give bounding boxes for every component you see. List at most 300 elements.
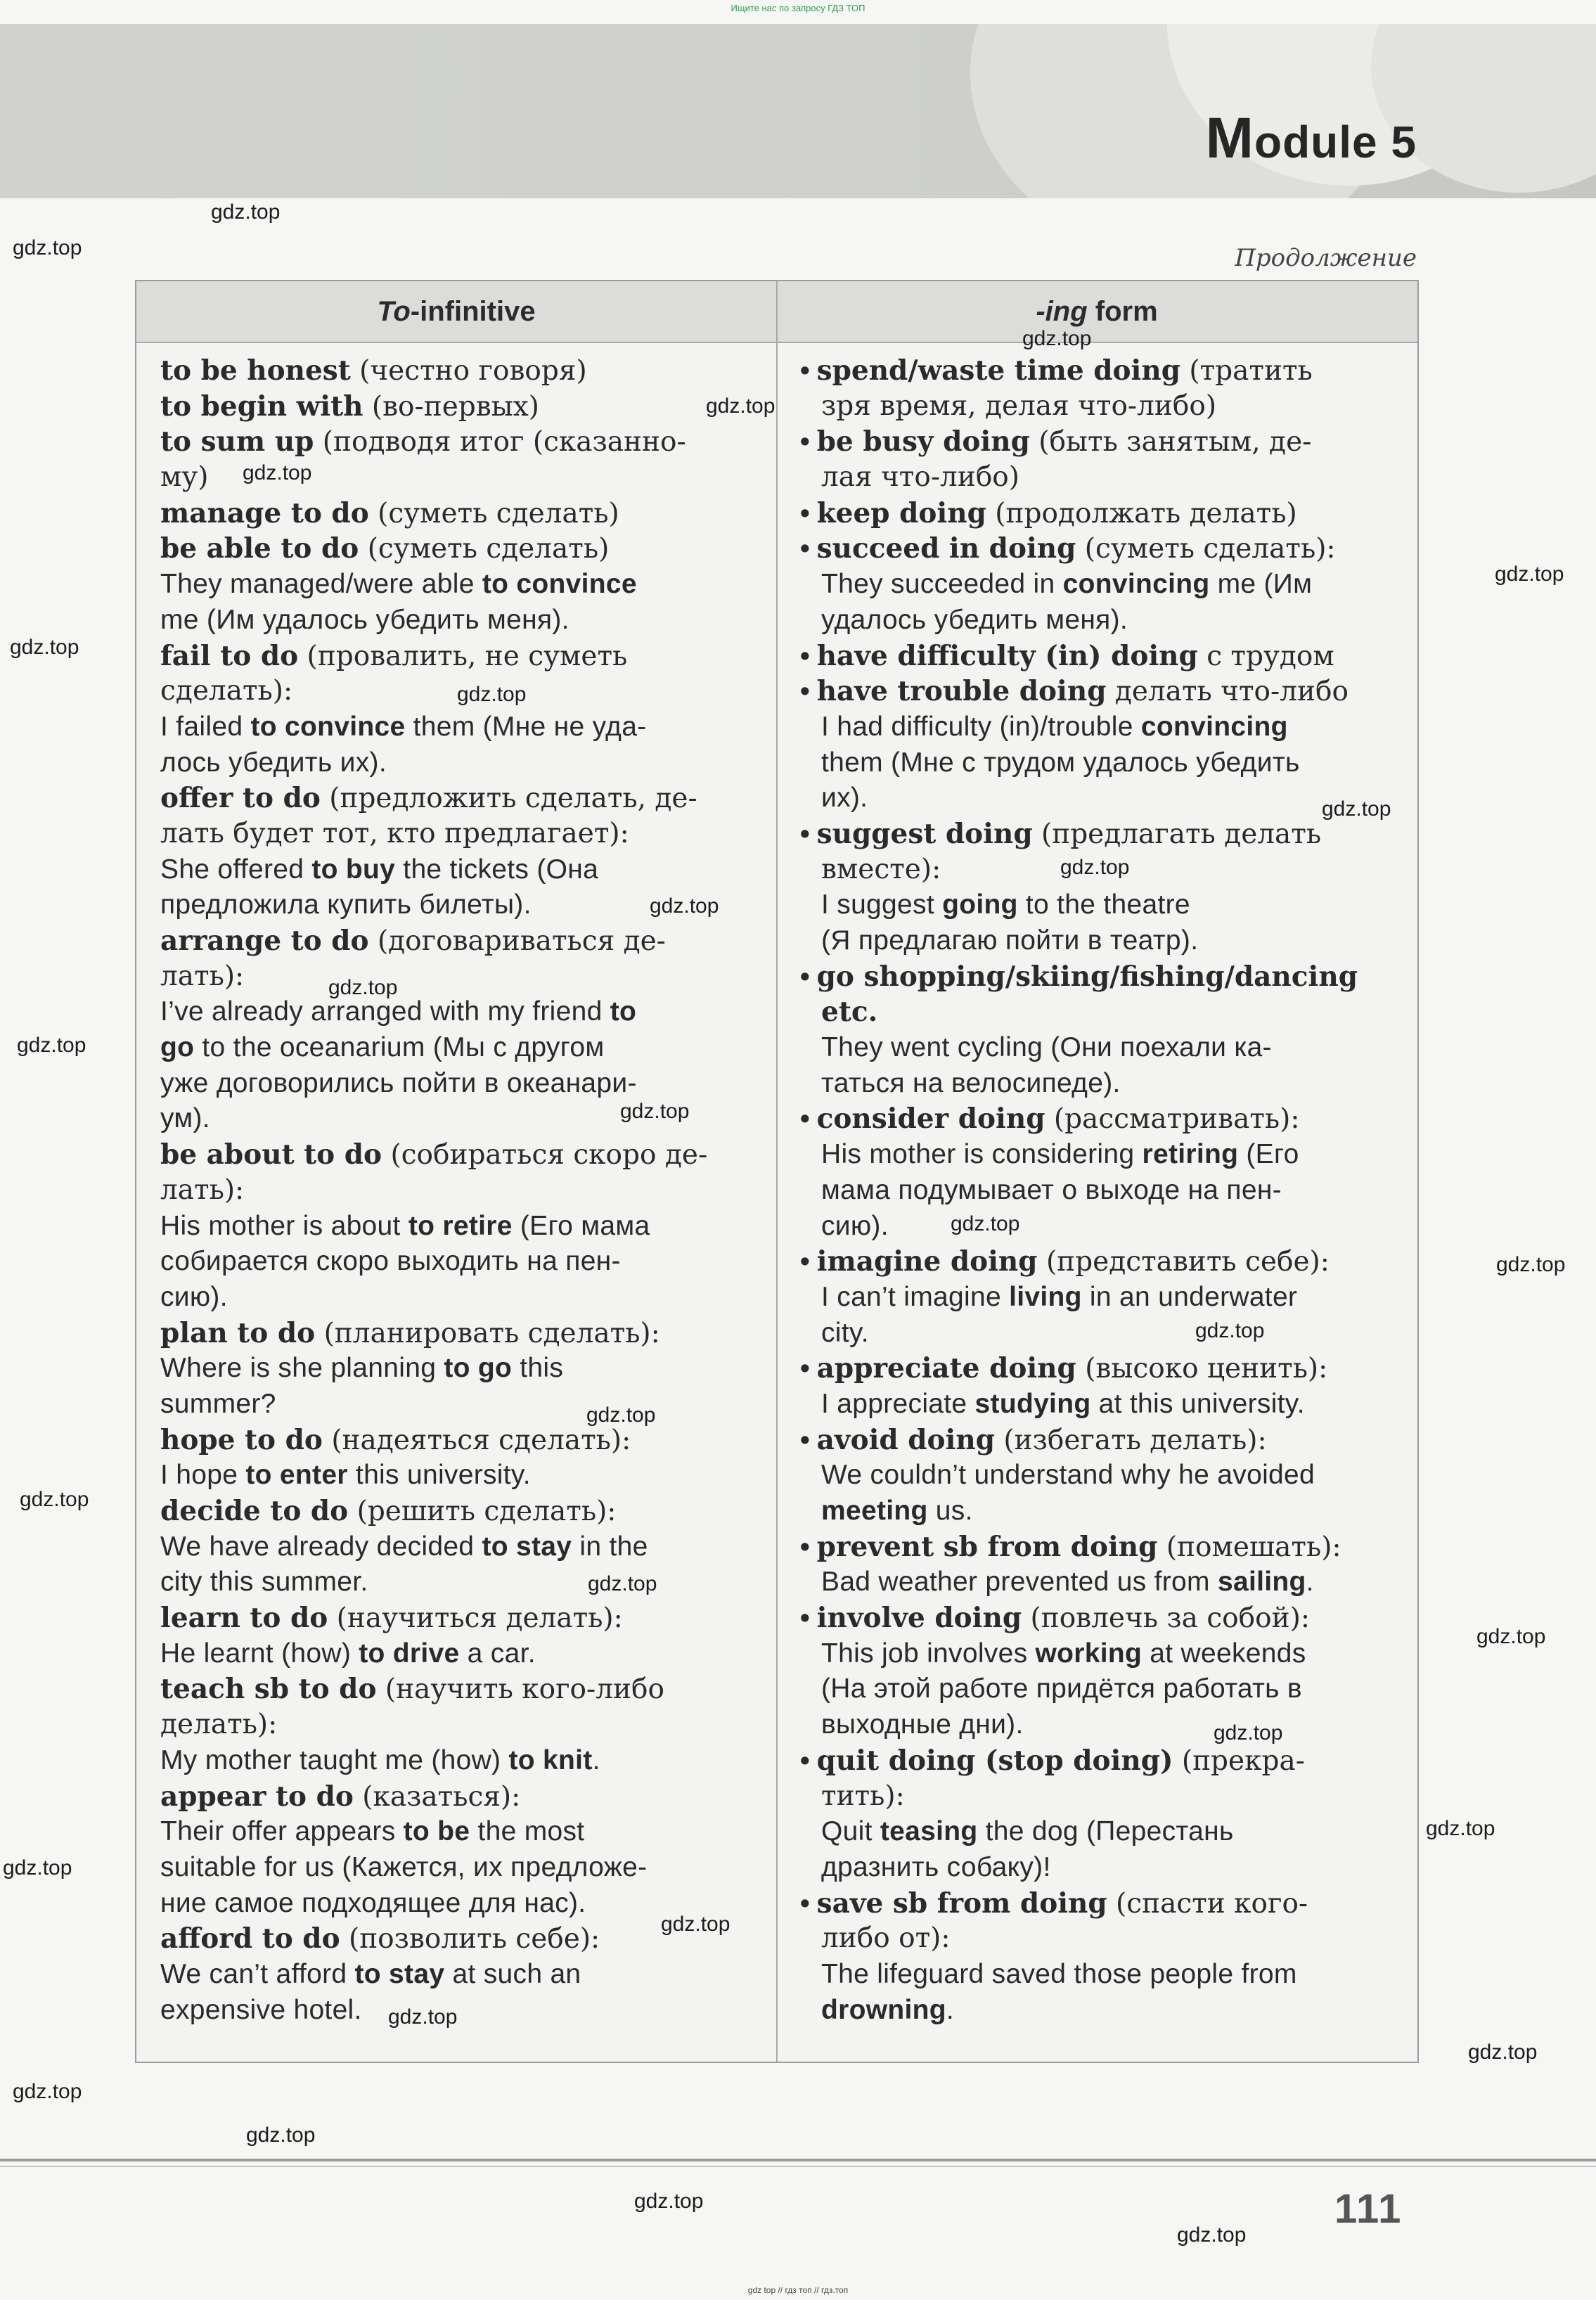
table-line [800,531,1412,567]
line-text: уже договорились пойти в океанари- [160,1067,637,1098]
table-line [800,780,1412,816]
line-text: in the [572,1531,648,1562]
line-text: сию). [160,1281,228,1312]
line-text: at such an [444,1958,581,1989]
bullet-icon: • [800,1425,810,1456]
line-text: (Его мама [512,1210,650,1241]
highlighted-phrase: spend/waste time doing [816,354,1180,387]
table-line [160,1066,765,1102]
table-line [800,745,1412,781]
line-text: (тратить [1180,355,1313,387]
table-line [800,1671,1412,1707]
line-text: city. [821,1317,869,1348]
line-text: (научиться делать): [328,1602,623,1635]
highlighted-phrase: to enter [245,1460,348,1491]
line-text: удалось убедить меня). [821,604,1128,635]
line-text: the dog (Перестань [977,1816,1234,1847]
watermark-text: gdz.top [634,2190,704,2213]
line-text: The lifeguard saved those people from [821,1958,1297,1989]
line-text: I’ve already arranged with my friend [160,996,610,1027]
table-line [160,1493,765,1529]
line-text: They managed/were able [160,569,482,600]
table-line [800,1743,1412,1779]
bullet-icon: • [800,1354,810,1385]
line-text: лать будет тот, кто предлагает): [160,817,629,849]
watermark-text: gdz.top [1476,1625,1546,1648]
highlighted-phrase: quit doing (stop doing) [816,1744,1173,1777]
table-line [160,1779,765,1815]
line-text: We have already decided [160,1531,482,1562]
watermark-text: gdz.top [1214,1721,1283,1745]
highlighted-phrase: living [1009,1281,1082,1312]
line-text: I failed [160,711,251,742]
bullet-icon: • [800,1603,810,1634]
table-line [800,1030,1412,1066]
line-text: сделать): [160,675,293,707]
table-line [800,1779,1412,1815]
highlighted-phrase: drowning [821,1994,946,2025]
watermark-text: gdz.top [20,1488,89,1511]
table-line [800,496,1412,532]
line-text: summer? [160,1388,276,1419]
line-text: делать): [160,1709,278,1741]
table-line [800,389,1412,425]
line-text: them (Мне не уда- [405,711,647,742]
line-text: (суметь сделать) [359,533,610,565]
highlighted-phrase: avoid doing [816,1423,995,1456]
table-line [800,887,1412,923]
table-line [160,1458,765,1493]
line-text: выходные дни). [821,1709,1024,1740]
watermark-text: gdz.top [3,1856,72,1880]
highlighted-phrase: decide to do [160,1495,349,1527]
table-line [160,1600,765,1636]
table-line [160,1137,765,1173]
bullet-icon: • [800,961,810,992]
table-line [160,1957,765,1993]
watermark-text: gdz.top [1022,327,1092,350]
table-line [160,1173,765,1209]
table-line [800,1707,1412,1743]
highlighted-phrase: hope to do [160,1423,323,1456]
line-text: либо от): [821,1922,951,1955]
highlighted-phrase: imagine doing [816,1245,1038,1278]
line-text: ум). [160,1103,210,1134]
highlighted-phrase: studying [974,1388,1091,1419]
table-line [800,1101,1412,1137]
watermark-text: gdz.top [243,461,312,484]
table-line [160,1387,765,1422]
highlighted-phrase: to retire [408,1210,513,1241]
watermark-text: gdz.top [650,894,719,918]
line-text: (избегать делать): [995,1424,1267,1456]
highlighted-phrase: be busy doing [816,425,1030,458]
line-text: city this summer. [160,1567,368,1598]
line-text: the most [470,1816,585,1847]
bottom-note: gdz top // гдз топ // гдз.топ [747,2285,849,2295]
table-line [160,1030,765,1066]
watermark-text: gdz.top [1495,563,1564,586]
line-text: at weekends [1142,1638,1306,1669]
line-text: му) [160,461,209,494]
line-text: (надеяться сделать): [322,1424,631,1456]
table-line [800,959,1412,995]
highlighted-phrase: to knit [508,1745,593,1775]
line-text: (рассматривать): [1045,1103,1300,1136]
table-line [800,1422,1412,1458]
highlighted-phrase: fail to do [160,639,299,672]
line-text: собирается скоро выходить на пен- [160,1246,621,1277]
line-text: They went cycling (Они поехали ка- [821,1032,1272,1063]
bullet-icon: • [800,1745,810,1776]
table-line [160,1565,765,1600]
line-text: . [946,1994,955,2025]
bullet-icon: • [800,641,810,672]
watermark-text: gdz.top [211,200,281,224]
line-text: зря время, делая что-либо) [821,390,1217,422]
line-text: дразнить собаку)! [821,1851,1051,1882]
bullet-icon: • [800,1104,810,1135]
watermark-text: gdz.top [1177,2223,1247,2247]
highlighted-phrase: afford to do [160,1922,340,1955]
table-line [160,1351,765,1387]
line-text: We can’t afford [160,1958,355,1989]
watermark-text: gdz.top [246,2124,316,2147]
line-text: (Я предлагаю пойти в театр). [821,925,1199,956]
line-text: in an underwater [1081,1281,1298,1312]
table-line [800,1886,1412,1922]
page-number: 111 [1334,2186,1403,2232]
line-text: (Его [1238,1139,1299,1170]
module-title [1206,105,1417,172]
highlighted-phrase: to be [403,1816,470,1847]
highlighted-phrase: appear to do [160,1780,354,1813]
header-ing-form-italic: -ing [1036,296,1088,327]
bullet-icon: • [800,356,810,386]
line-text: We couldn’t understand why he avoided [821,1460,1315,1491]
header-ing-form-rest: form [1087,296,1158,327]
table-line [800,353,1412,389]
highlighted-phrase: have difficulty (in) doing [816,639,1198,672]
line-text: Where is she planning [160,1353,444,1384]
line-text: (повлечь за собой): [1022,1602,1310,1635]
line-text: (подводя итог (сказанно- [314,426,686,458]
module-title-rest: odule 5 [1254,117,1417,167]
line-text: сию). [821,1210,889,1241]
table-line [160,1316,765,1351]
highlighted-phrase: etc. [821,996,878,1029]
table-line [800,424,1412,460]
table-line [800,1244,1412,1280]
table-line [800,1957,1412,1993]
line-text: I can’t imagine [821,1281,1010,1312]
table-line [800,1529,1412,1565]
table-line [160,1671,765,1707]
continuation-label: Продолжение [1235,244,1417,272]
line-text: (суметь сделать) [368,497,619,529]
watermark-text: gdz.top [1060,856,1130,879]
line-text: to the theatre [1017,889,1190,920]
bullet-icon: • [800,427,810,458]
table-line [160,780,765,816]
watermark-text: gdz.top [1426,1817,1495,1840]
highlighted-phrase: suggest doing [816,817,1033,850]
highlighted-phrase: to begin with [160,390,363,423]
table-line [800,709,1412,745]
table-line [800,1921,1412,1957]
table-line [160,389,765,425]
table-line [800,994,1412,1030]
bullet-icon: • [800,676,810,707]
line-text: (договариваться де- [368,925,666,957]
line-text: I hope [160,1460,246,1491]
highlighted-phrase: arrange to do [160,925,369,957]
highlighted-phrase: go [160,1032,195,1063]
highlighted-phrase: appreciate doing [816,1352,1076,1385]
line-text: He learnt (how) [160,1638,359,1669]
highlighted-phrase: to stay [482,1531,572,1562]
table-line [800,603,1412,638]
bullet-icon: • [800,818,810,849]
line-text: at this university. [1090,1388,1305,1419]
line-text: лось убедить их). [160,747,387,778]
table-line [800,1280,1412,1316]
highlighted-phrase: manage to do [160,496,369,529]
watermark-text: gdz.top [457,683,527,706]
table-line [160,1280,765,1316]
table-line [800,674,1412,709]
line-text: (продолжать делать) [986,497,1297,529]
line-text: this [512,1353,564,1384]
line-text: делать что-либо [1106,676,1349,708]
line-text: . [1306,1567,1314,1598]
table-line [800,1493,1412,1529]
line-text: лать): [160,1174,245,1206]
table-line [160,638,765,674]
line-text: expensive hotel. [160,1994,362,2025]
table-line [160,1636,765,1672]
table-line [160,709,765,745]
highlighted-phrase: convincing [1140,711,1288,742]
table-line [800,638,1412,674]
table-line [160,1993,765,2029]
highlighted-phrase: plan to do [160,1316,316,1349]
highlighted-phrase: teach sb to do [160,1673,377,1706]
highlighted-phrase: go shopping/skiing/fishing/dancing [816,960,1358,993]
bullet-icon: • [800,1247,810,1278]
to-infinitive-column [160,353,765,2028]
highlighted-phrase: to go [444,1353,513,1384]
line-text: us. [927,1496,973,1526]
line-text: (собираться скоро де- [382,1139,708,1171]
line-text: She offered [160,854,312,885]
table-line [800,1066,1412,1102]
table-line [160,745,765,781]
watermark-text: gdz.top [328,976,398,999]
line-text: I appreciate [821,1388,975,1419]
line-text: Bad weather prevented us from [821,1567,1218,1598]
table-line [160,994,765,1030]
table-line [160,531,765,567]
highlighted-phrase: to drive [359,1638,460,1669]
line-text: them (Мне с трудом удалось убедить [821,747,1300,778]
table-line [160,1850,765,1886]
line-text: (высоко ценить): [1076,1353,1328,1385]
line-text: me (Им [1209,569,1313,600]
module-title-initial: M [1205,106,1254,170]
ing-form-column [800,353,1412,2028]
watermark-text: gdz.top [1195,1319,1265,1342]
line-text: вместе): [821,853,941,885]
line-text: таться на велосипеде). [821,1067,1121,1098]
table-line [160,353,765,389]
table-line [160,1707,765,1743]
table-line [800,567,1412,603]
table-line [160,1743,765,1779]
line-text: (казаться): [353,1780,521,1813]
table-line [160,567,765,603]
line-text: Their offer appears [160,1816,404,1847]
line-text: to the oceanarium (Мы с другом [194,1032,605,1063]
line-text: (На этой работе придётся работать в [821,1673,1302,1704]
header-to-infinitive [136,281,776,342]
grammar-table [135,280,1419,2063]
table-line [160,603,765,638]
highlighted-phrase: succeed in doing [816,532,1076,565]
watermark-text: gdz.top [13,236,82,259]
table-line [800,1850,1412,1886]
line-text: (суметь сделать): [1076,533,1336,565]
line-text: (честно говоря) [350,355,587,387]
table-line [160,959,765,995]
bullet-icon: • [800,498,810,529]
line-text: с трудом [1197,640,1334,672]
line-text: . [592,1745,600,1775]
highlighted-phrase: be able to do [160,532,359,565]
line-text: (быть занятым, де- [1029,426,1312,458]
header-to-infinitive-rest: -infinitive [410,296,536,327]
line-text: (решить сделать): [348,1496,617,1527]
table-line [800,923,1412,959]
line-text: They succeeded in [821,569,1063,600]
watermark-text: gdz.top [661,1913,731,1936]
line-text: предложила купить билеты). [160,889,532,920]
highlighted-phrase: to buy [311,854,396,885]
watermark-text: gdz.top [17,1034,86,1057]
line-text: (провалить, не суметь [298,640,628,672]
table-line [160,1244,765,1280]
highlighted-phrase: to be honest [160,354,351,387]
table-line [800,1458,1412,1493]
line-text: My mother taught me (how) [160,1745,509,1775]
table-line [800,1814,1412,1850]
line-text: (помешать): [1157,1531,1341,1563]
line-text: this university. [347,1460,531,1491]
highlighted-phrase: learn to do [160,1602,328,1635]
table-line [800,1351,1412,1387]
bullet-icon: • [800,534,810,565]
highlighted-phrase: teasing [880,1816,978,1847]
watermark-text: gdz.top [10,636,79,659]
highlighted-phrase: to convince [482,569,637,600]
line-text: (планировать сделать): [315,1317,660,1349]
line-text: I suggest [821,889,943,920]
highlighted-phrase: to stay [354,1958,445,1989]
line-text: (спасти кого- [1107,1887,1308,1920]
line-text: (прекра- [1173,1745,1305,1777]
line-text: ние самое подходящее для нас). [160,1887,586,1918]
line-text: suitable for us (Кажется, их предложе- [160,1851,648,1882]
header-to-infinitive-italic: To [377,296,411,327]
line-text: (предложить сделать, де- [320,783,697,815]
watermark-text: gdz.top [706,394,776,418]
highlighted-phrase: save sb from doing [816,1887,1107,1920]
highlighted-phrase: involve doing [816,1602,1022,1635]
table-line [160,1529,765,1565]
table-line [160,1422,765,1458]
watermark-text: gdz.top [1496,1253,1566,1276]
line-text: тить): [821,1780,905,1812]
line-text: мама подумывает о выходе на пен- [821,1174,1282,1205]
column-divider [776,281,778,2062]
line-text: (научить кого-либо [376,1673,664,1706]
line-text: (представить себе): [1037,1246,1330,1278]
line-text: I had difficulty (in)/trouble [821,711,1141,742]
table-line [800,1316,1412,1351]
footer-rule [0,2166,1596,2167]
table-line [800,1993,1412,2029]
highlighted-phrase: working [1035,1638,1143,1669]
watermark-text: gdz.top [620,1100,690,1123]
footer-rule [0,2159,1596,2161]
line-text: Quit [821,1816,880,1847]
line-text: His mother is considering [821,1139,1143,1170]
watermark-text: gdz.top [1468,2041,1538,2064]
highlighted-phrase: convincing [1062,569,1210,600]
highlighted-phrase: be about to do [160,1138,382,1171]
highlighted-phrase: meeting [821,1496,928,1526]
watermark-text: gdz.top [388,2005,458,2029]
highlighted-phrase: retiring [1142,1139,1239,1170]
table-line [160,923,765,959]
line-text: их). [821,783,868,814]
table-line [800,1209,1412,1245]
table-line [800,816,1412,852]
line-text: (предлагать делать [1032,818,1322,850]
watermark-text: gdz.top [13,2080,82,2103]
highlighted-phrase: to convince [250,711,406,742]
table-line [800,1387,1412,1422]
table-line [800,1565,1412,1600]
table-line [800,1600,1412,1636]
watermark-text: gdz.top [951,1212,1020,1235]
line-text: лать): [160,960,245,992]
line-text: me (Им удалось убедить меня). [160,604,569,635]
highlighted-phrase: going [942,889,1018,920]
table-line [160,852,765,888]
highlighted-phrase: keep doing [816,496,986,529]
table-line [800,1636,1412,1672]
line-text: a car. [459,1638,536,1669]
table-line [800,1137,1412,1173]
table-line [160,1814,765,1850]
table-line [160,816,765,852]
watermark-text: gdz.top [588,1572,657,1595]
table-line [160,1209,765,1245]
line-text: (позволить себе): [340,1923,600,1955]
watermark-text: gdz.top [1322,797,1391,821]
highlighted-phrase: prevent sb from doing [816,1530,1158,1563]
